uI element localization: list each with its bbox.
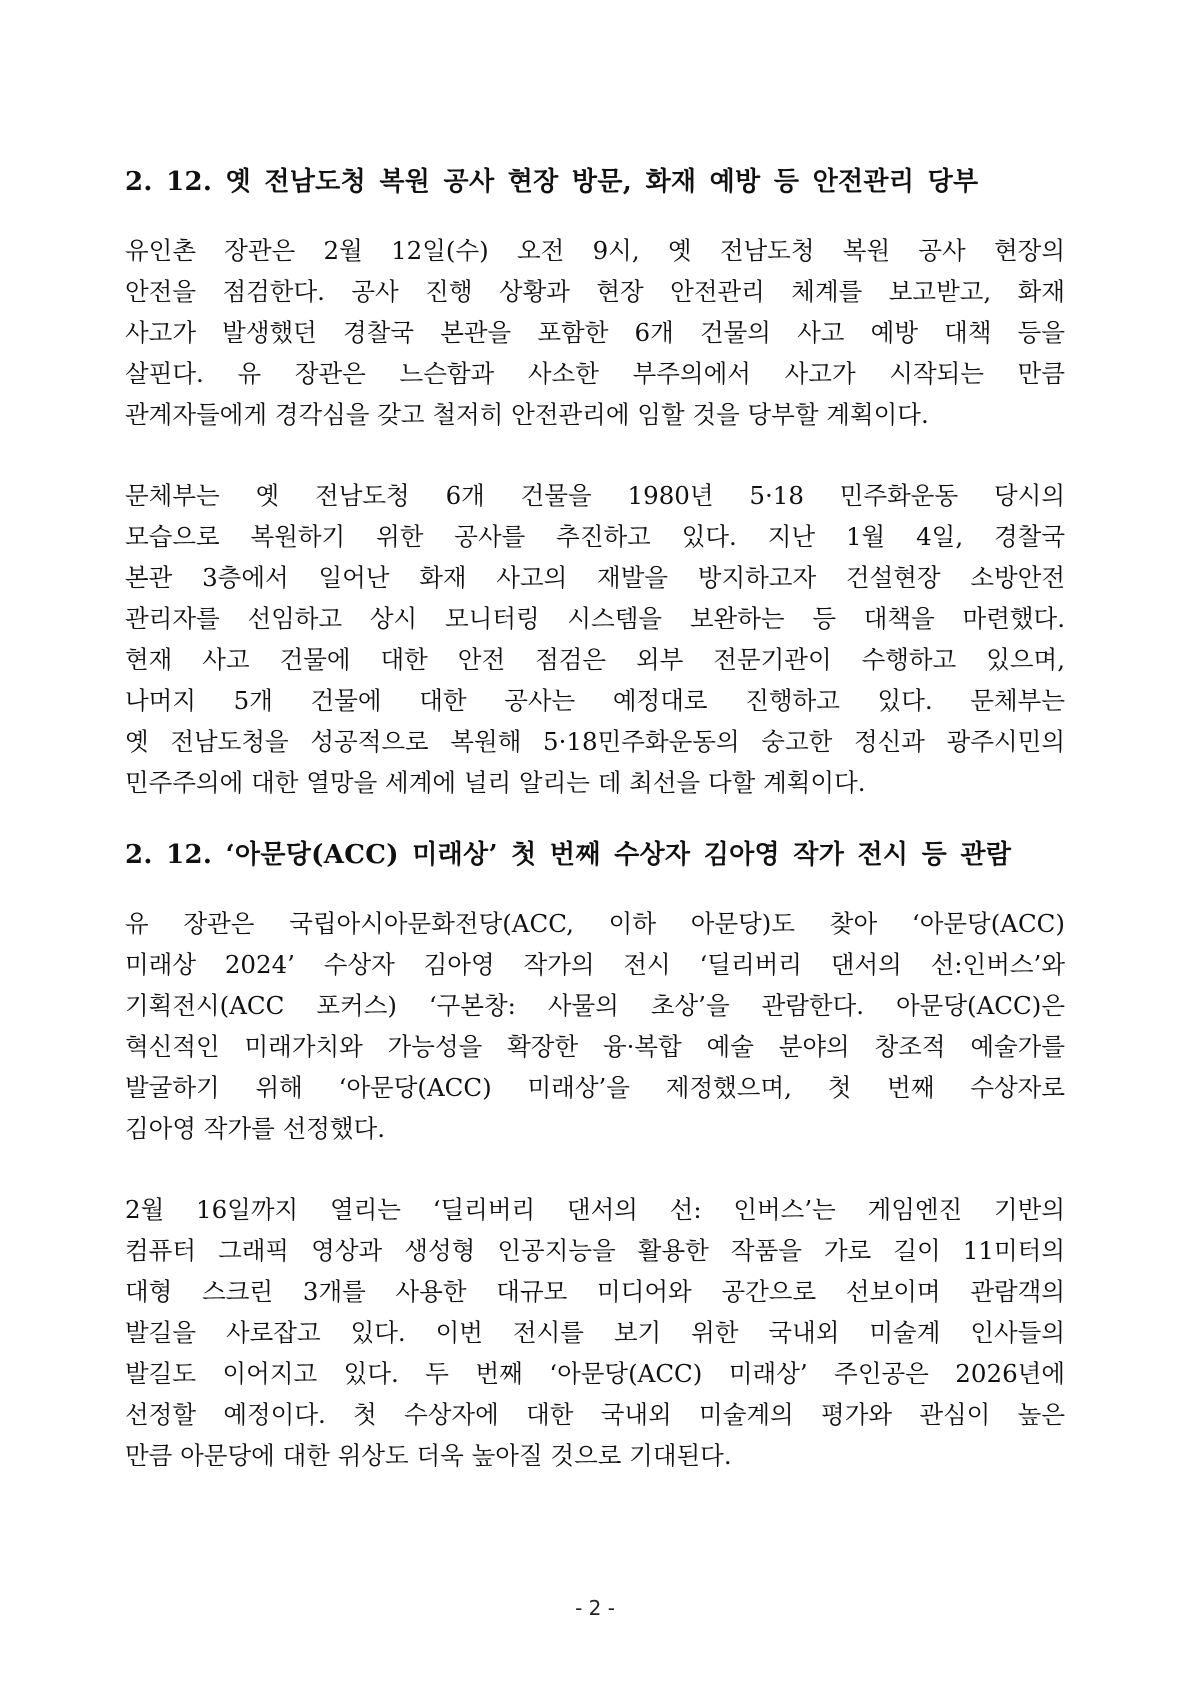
text-line: 안전을 점검한다. 공사 진행 상황과 현장 안전관리 체계를 보고받고, 화재 bbox=[125, 277, 1065, 306]
text-line: 옛 전남도청을 성공적으로 복원해 5·18민주화운동의 숭고한 정신과 광주시민의 bbox=[125, 727, 1065, 756]
text-line: 민주주의에 대한 열망을 세계에 널리 알리는 데 최선을 다할 계획이다. bbox=[125, 768, 866, 797]
text-line: 사고가 발생했던 경찰국 본관을 포함한 6개 건물의 사고 예방 대책 등을 bbox=[125, 318, 1065, 347]
text-line: 관리자를 선임하고 상시 모니터링 시스템을 보완하는 등 대책을 마련했다. bbox=[125, 604, 1065, 633]
text-line: 관계자들에게 경각심을 갖고 철저히 안전관리에 임할 것을 당부할 계획이다. bbox=[125, 400, 929, 429]
text-line: 기획전시(ACC 포커스) ‘구본창: 사물의 초상’을 관람한다. 아문당(ACC)은 bbox=[125, 991, 1065, 1020]
text-line: 컴퓨터 그래픽 영상과 생성형 인공지능을 활용한 작품을 가로 길이 11미터의 bbox=[125, 1236, 1065, 1265]
paragraph-spacer bbox=[125, 1149, 1065, 1189]
text-line: 모습으로 복원하기 위한 공사를 추진하고 있다. 지난 1월 4일, 경찰국 bbox=[125, 522, 1065, 551]
text-line: 발길도 이어지고 있다. 두 번째 ‘아문당(ACC) 미래상’ 주인공은 2026년에 bbox=[125, 1359, 1065, 1388]
section-title-1: 2. 12. 옛 전남도청 복원 공사 현장 방문, 화재 예방 등 안전관리 당부 bbox=[125, 167, 979, 197]
section-title-2: 2. 12. ‘아문당(ACC) 미래상’ 첫 번째 수상자 김아영 작가 전시 등 관람 bbox=[125, 840, 1012, 870]
text-line: 살핀다. 유 장관은 느슨함과 사소한 부주의에서 사고가 시작되는 만큼 bbox=[125, 359, 1065, 388]
section-spacer bbox=[125, 803, 1065, 835]
text-line: 발길을 사로잡고 있다. 이번 전시를 보기 위한 국내외 미술계 인사들의 bbox=[125, 1318, 1065, 1347]
text-line: 2월 16일까지 열리는 ‘딜리버리 댄서의 선: 인버스’는 게임엔진 기반의 bbox=[125, 1195, 1065, 1224]
text-line: 미래상 2024’ 수상자 김아영 작가의 전시 ‘딜리버리 댄서의 선:인버스’와 bbox=[125, 950, 1065, 979]
document-content bbox=[125, 162, 1065, 1476]
text-line: 유 장관은 국립아시아문화전당(ACC, 이하 아문당)도 찾아 ‘아문당(ACC) bbox=[125, 909, 1065, 938]
section-1-paragraph-2 bbox=[125, 475, 1065, 803]
text-line: 유인촌 장관은 2월 12일(수) 오전 9시, 옛 전남도청 복원 공사 현장의 bbox=[125, 236, 1065, 265]
text-line: 발굴하기 위해 ‘아문당(ACC) 미래상’을 제정했으며, 첫 번째 수상자로 bbox=[125, 1073, 1065, 1102]
text-line: 혁신적인 미래가치와 가능성을 확장한 융·복합 예술 분야의 창조적 예술가를 bbox=[125, 1032, 1065, 1061]
text-line: 선정할 예정이다. 첫 수상자에 대한 국내외 미술계의 평가와 관심이 높은 bbox=[125, 1400, 1065, 1429]
text-line: 현재 사고 건물에 대한 안전 점검은 외부 전문기관이 수행하고 있으며, bbox=[125, 645, 1065, 674]
text-line: 본관 3층에서 일어난 화재 사고의 재발을 방지하고자 건설현장 소방안전 bbox=[125, 563, 1065, 592]
text-line: 만큼 아문당에 대한 위상도 더욱 높아질 것으로 기대된다. bbox=[125, 1441, 732, 1470]
section-1-paragraph-1 bbox=[125, 230, 1065, 435]
section-2-paragraph-1 bbox=[125, 903, 1065, 1149]
text-line: 대형 스크린 3개를 사용한 대규모 미디어와 공간으로 선보이며 관람객의 bbox=[125, 1277, 1065, 1306]
text-line: 김아영 작가를 선정했다. bbox=[125, 1114, 386, 1143]
text-line: 나머지 5개 건물에 대한 공사는 예정대로 진행하고 있다. 문체부는 bbox=[125, 686, 1065, 715]
page-number: - 2 - bbox=[575, 1596, 615, 1620]
text-line: 문체부는 옛 전남도청 6개 건물을 1980년 5·18 민주화운동 당시의 bbox=[125, 481, 1065, 510]
paragraph-spacer bbox=[125, 435, 1065, 475]
section-2-paragraph-2 bbox=[125, 1189, 1065, 1476]
